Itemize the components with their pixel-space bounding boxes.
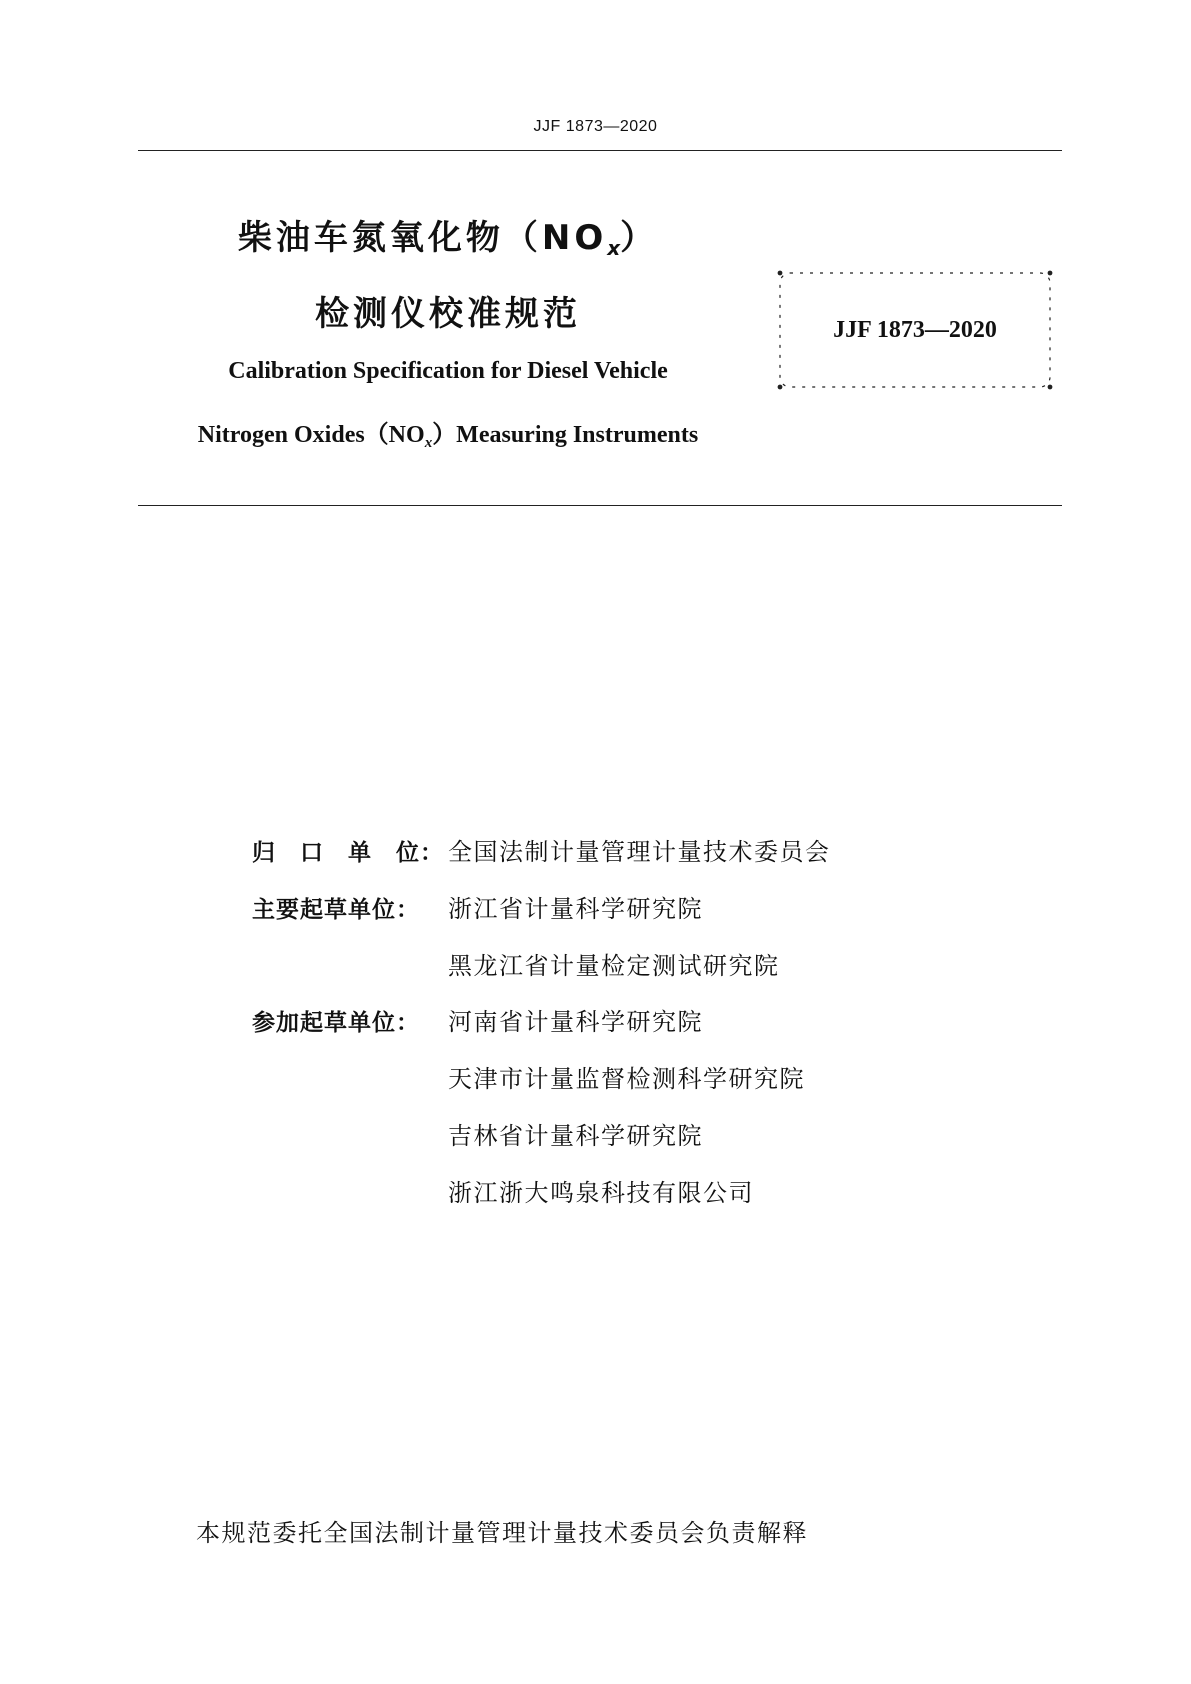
main-drafting-label: 主要起草单位： <box>252 897 420 923</box>
title-cn-line2: 检测仪校准规范 <box>315 294 581 334</box>
interpretation-note: 本规范委托全国法制计量管理计量技术委员会负责解释 <box>196 1519 808 1547</box>
title-en-line1: Calibration Specification for Diesel Vehicle <box>228 358 668 384</box>
title-divider <box>138 505 1062 506</box>
header-standard-code: JJF 1873—2020 <box>533 118 658 135</box>
participating-drafting-unit: 吉林省计量科学研究院 <box>448 1122 703 1150</box>
participating-drafting-unit: 浙江浙大鸣泉科技有限公司 <box>448 1179 754 1207</box>
title-en-line2: Nitrogen $Oxides(NO_x)Measuring$ Instruments <box>197 422 699 451</box>
main-drafting-unit: 黑龙江省计量检定测试研究院 <box>448 952 780 980</box>
main-drafting-unit: 浙江省计量科学研究院 <box>448 895 703 923</box>
top-divider <box>138 150 1062 151</box>
participating-drafting-label: 参加起草单位： <box>252 1010 420 1036</box>
standard-code-box-text: JJF 1873—2020 <box>833 317 997 343</box>
participating-drafting-unit: 河南省计量科学研究院 <box>448 1008 703 1036</box>
responsible-unit-label: 归 口 单 位： <box>252 840 444 866</box>
participating-drafting-unit: 天津市计量监督检测科学研究院 <box>448 1065 805 1093</box>
standard-code-box <box>776 269 1054 391</box>
title-cn-line1: 柴油车氮氧化物$(NO_x)$ <box>237 218 659 260</box>
responsible-unit-value: 全国法制计量管理计量技术委员会 <box>448 838 831 866</box>
